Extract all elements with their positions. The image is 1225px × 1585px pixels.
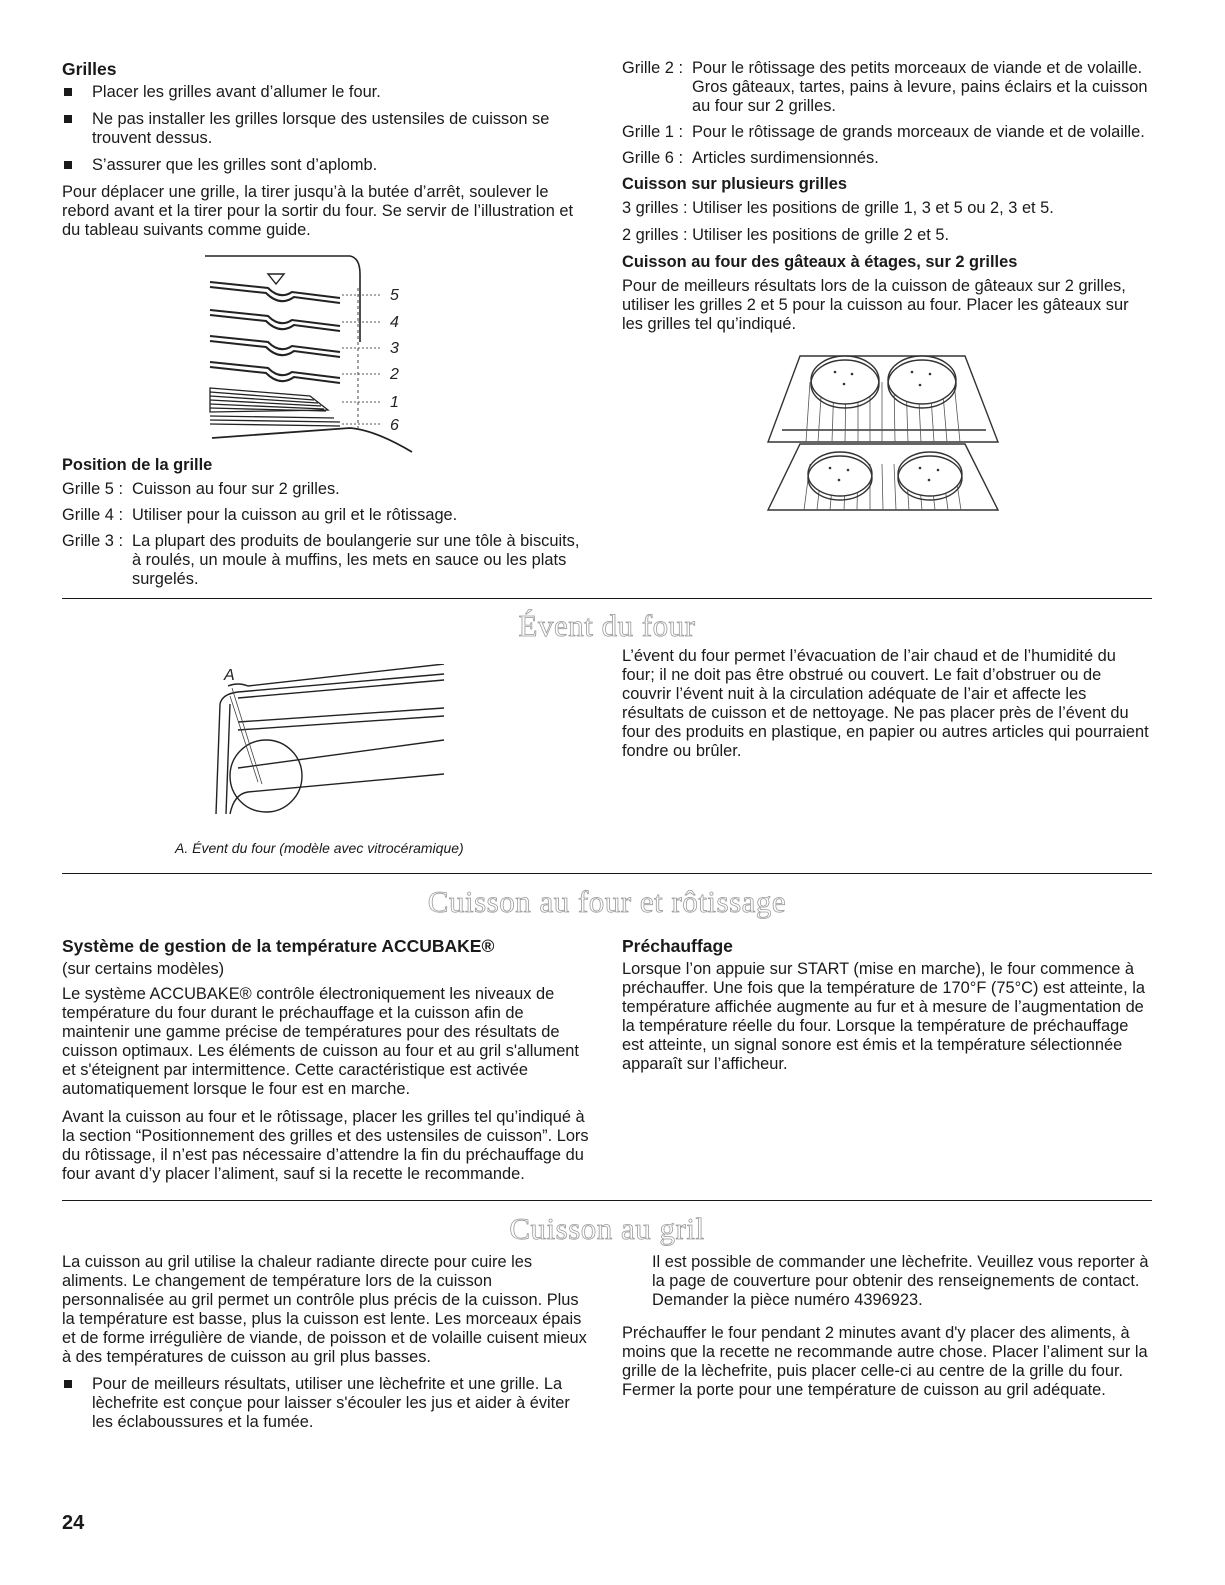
position-title: Position de la grille	[62, 456, 213, 474]
grilles-left-column	[62, 59, 590, 249]
rack-positions-list	[62, 456, 590, 596]
section-divider	[62, 1200, 1152, 1201]
multi-rack-line: 3 grilles : Utiliser les positions de grille 1, 3 et 5 ou 2, 3 et 5.	[622, 199, 1054, 218]
rack-position-label: Grille 1 :	[622, 123, 684, 142]
section-divider	[62, 598, 1152, 599]
multi-rack-title: Cuisson sur plusieurs grilles	[622, 175, 847, 194]
rack-position-text: Cuisson au four sur 2 grilles.	[132, 480, 340, 499]
rack-number-label: 1	[390, 394, 399, 411]
rack-position-label: Grille 3 :	[62, 532, 124, 551]
broil-bullet: Pour de meilleurs résultats, utiliser une lèchefrite et une grille. La lèchefrite est conçue pour laisser s'écouler les jus et aider à éviter les éclaboussures et la fumée.	[62, 1375, 590, 1432]
rack-number-label: 3	[390, 340, 399, 357]
rack-position-row	[622, 123, 1152, 142]
broil-paragraph: Préchauffer le four pendant 2 minutes avant d'y placer des aliments, à moins que la recette ne recommande autre chose. Placer l’aliment sur la grille de la lèchefrite, puis placer celle-ci au centre de la grille du four. Fermer la porte pour une température de cuisson au gril adéquate.	[622, 1324, 1148, 1400]
rack-position-label: Grille 2 :	[622, 59, 684, 77]
accubake-title: Système de gestion de la température ACCUBAKE®	[62, 936, 495, 956]
rack-position-row	[62, 532, 590, 589]
layer-cakes-title: Cuisson au four des gâteaux à étages, sur 2 grilles	[622, 253, 1018, 272]
broil-paragraph: La cuisson au gril utilise la chaleur radiante directe pour cuire les aliments. Le changement de température lors de la cuisson personnalisée au gril permet un contrôle plus précis de la cuisson. Plus la température est basse, plus la cuisson est lente. Les morceaux épais et de forme irrégulière de viande, de poisson et de volaille cuisent mieux à des températures de cuisson au gril plus basses.	[62, 1253, 587, 1367]
rack-position-label: Grille 6 :	[622, 149, 684, 168]
rack-number-label: 6	[390, 417, 399, 434]
vent-section-title: Évent du four	[518, 608, 696, 643]
oven-vent-illustration	[208, 664, 458, 824]
broil-right-column	[622, 1253, 1152, 1408]
grilles-bullet: S’assurer que les grilles sont d’aplomb.	[62, 156, 590, 175]
page-number: 24	[62, 1512, 85, 1534]
rack-number-label: 4	[390, 314, 399, 331]
grilles-bullet: Placer les grilles avant d’allumer le four.	[62, 83, 590, 102]
grilles-bullet: Ne pas installer les grilles lorsque des ustensiles de cuisson se trouvent dessus.	[62, 110, 590, 148]
rack-position-row	[622, 149, 1152, 168]
section-divider	[62, 873, 1152, 874]
rack-position-text: Utiliser pour la cuisson au gril et le rôtissage.	[132, 506, 458, 525]
rack-position-text: Articles surdimensionnés.	[692, 149, 879, 168]
rack-position-row	[62, 506, 590, 525]
rack-position-text: Pour le rôtissage de grands morceaux de viande et de volaille.	[692, 123, 1145, 142]
rack-number-label: 5	[390, 287, 399, 304]
vent-caption: A. Évent du four (modèle avec vitrocéramique)	[175, 840, 464, 856]
preheat-title: Préchauffage	[622, 936, 733, 956]
grilles-right-column	[622, 59, 1152, 342]
layer-cakes-illustration	[760, 352, 1005, 517]
vent-callout-a: A	[224, 667, 235, 684]
rack-positions-illustration	[200, 252, 430, 462]
rack-number-label: 2	[390, 366, 399, 383]
preheat-paragraph: Lorsque l’on appuie sur START (mise en marche), le four commence à préchauffer. Une fois que la température de 170°F (75°C) est atteinte, la température affichée augmente au fur et à mesure de l’augmentation de la température réelle du four. Lorsque la température de préchauffage est atteinte, un signal sonore est émis et la température sélectionnée apparaît sur l’afficheur.	[622, 960, 1146, 1074]
accubake-subtitle: (sur certains modèles)	[62, 960, 225, 979]
rack-position-label: Grille 5 :	[62, 480, 124, 499]
broil-paragraph: Il est possible de commander une lèchefrite. Veuillez vous reporter à la page de couverture pour obtenir des renseignements de contact. Demander la pièce numéro 4396923.	[652, 1253, 1149, 1310]
vent-paragraph: L’évent du four permet l’évacuation de l’air chaud et de l’humidité du four; il ne doit pas être obstrué ou couvert. Le fait d’obstruer ou de couvrir l’évent nuit à la circulation adéquate de l’air et affecte les résultats de cuisson et de nettoyage. Ne pas placer près de l’évent du four des produits en plastique, en papier ou autres articles qui pourraient fondre ou brûler.	[622, 647, 1149, 761]
preheat-column	[622, 936, 1152, 1082]
rack-position-text: Pour le rôtissage des petits morceaux de viande et de volaille. Gros gâteaux, tartes, pains à levure, pains éclairs et la cuisson au four sur 2 grilles.	[692, 59, 1148, 116]
rack-position-row	[622, 59, 1152, 116]
multi-rack-line: 2 grilles : Utiliser les positions de grille 2 et 5.	[622, 226, 950, 245]
accubake-paragraph: Avant la cuisson au four et le rôtissage, placer les grilles tel qu’indiqué à la section “Positionnement des grilles et des ustensiles de cuisson”. Lors du rôtissage, il n’est pas nécessaire d’attendre la fin du préchauffage du four avant d’y placer l’aliment, sauf si la recette le recommande.	[62, 1107, 589, 1183]
broil-left-column	[62, 1253, 590, 1440]
layer-cakes-text: Pour de meilleurs résultats lors de la cuisson de gâteaux sur 2 grilles, utiliser les grilles 2 et 5 pour la cuisson au four. Placer les gâteaux sur les grilles tel qu’indiqué.	[622, 277, 1129, 334]
accubake-column	[62, 936, 590, 1192]
vent-text-column	[622, 647, 1152, 769]
rack-position-text: La plupart des produits de boulangerie sur une tôle à biscuits, à roulés, un moule à muffins, les mets en sauce ou les plats surgelés.	[132, 532, 580, 589]
accubake-paragraph: Le système ACCUBAKE® contrôle électroniquement les niveaux de température du four durant le préchauffage et la cuisson afin de maintenir une gamme précise de températures pour des résultats de cuisson optimaux. Les éléments de cuisson au four et au gril s'allument et s'éteignent par intermittence. Cette caractéristique est activée automatiquement lorsque le four est en marche.	[62, 985, 579, 1099]
rack-position-row	[62, 480, 590, 499]
grilles-title: Grilles	[62, 59, 117, 79]
broil-section-title: Cuisson au gril	[509, 1211, 705, 1246]
baking-section-title: Cuisson au four et rôtissage	[427, 884, 787, 919]
rack-position-label: Grille 4 :	[62, 506, 124, 525]
grilles-paragraph: Pour déplacer une grille, la tirer jusqu’à la butée d’arrêt, soulever le rebord avant et la tirer pour la sortir du four. Se servir de l’illustration et du tableau suivants comme guide.	[62, 183, 574, 240]
